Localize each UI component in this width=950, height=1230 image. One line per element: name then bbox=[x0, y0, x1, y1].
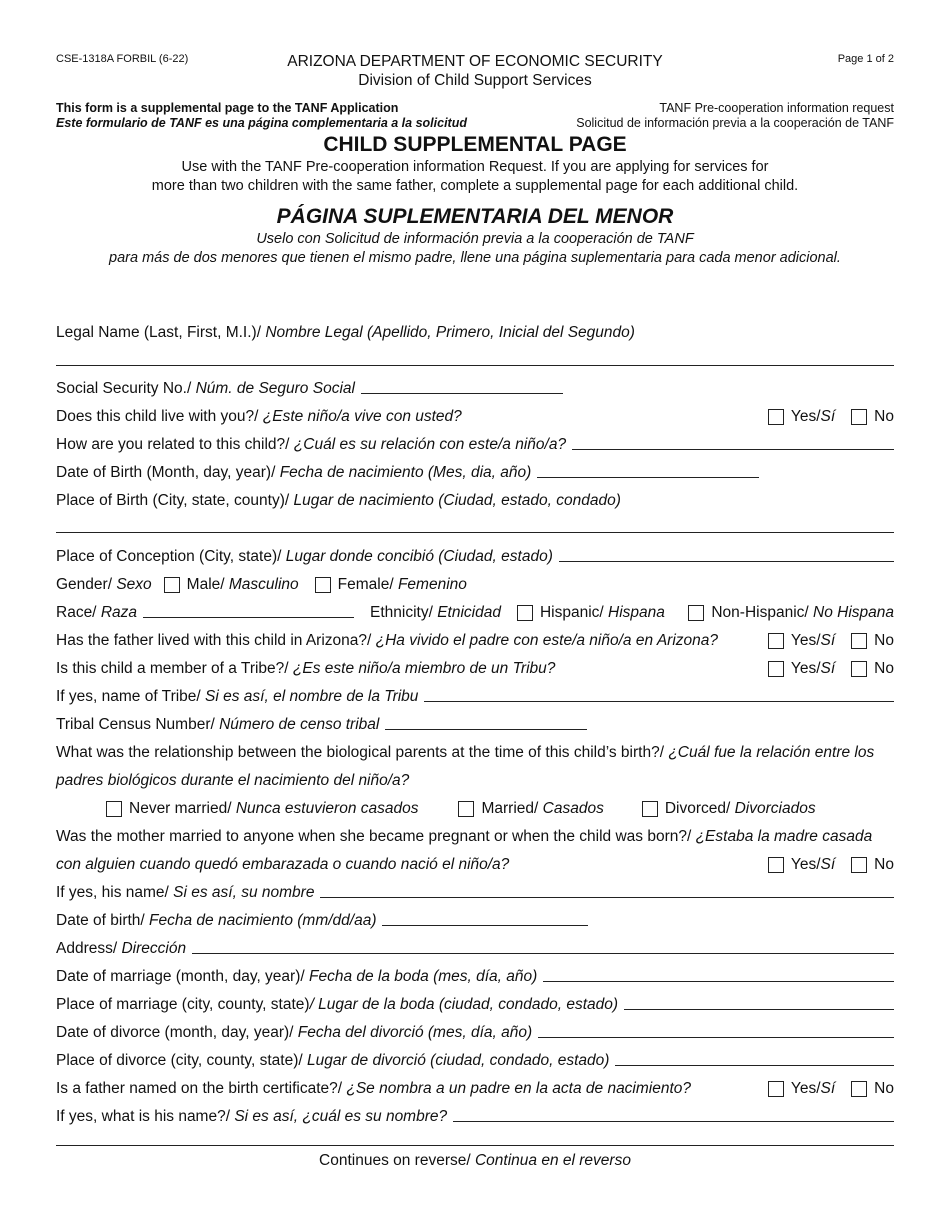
father-cert-name-field[interactable] bbox=[453, 1121, 894, 1122]
divorce-date-field[interactable] bbox=[538, 1037, 894, 1038]
relationship-options-row: Never married/ Nunca estuvieron casados Married/ Casados Divorced/ Divorciados bbox=[106, 796, 894, 818]
relationship-question-line1: What was the relationship between the biological parents at the time of this child’s birth?/ ¿Cuál fue la relación entre los bbox=[56, 744, 875, 761]
conception-row: Place of Conception (City, state)/ Lugar donde concibió (Ciudad, estado) bbox=[56, 544, 894, 566]
instructions-es-1: Uselo con Solicitud de información previa a la cooperación de TANF bbox=[256, 231, 694, 247]
divorce-date-row: Date of divorce (month, day, year)/ Fecha del divorció (mes, día, año) bbox=[56, 1020, 894, 1042]
division-name: Division of Child Support Services bbox=[358, 72, 592, 89]
tribal-census-field[interactable] bbox=[385, 729, 587, 730]
father-on-cert-yes-checkbox[interactable] bbox=[768, 1081, 784, 1097]
agency-name: ARIZONA DEPARTMENT OF ECONOMIC SECURITY bbox=[287, 53, 663, 70]
footer-divider bbox=[56, 1145, 894, 1146]
mother-married-no-checkbox[interactable] bbox=[851, 857, 867, 873]
conception-field[interactable] bbox=[559, 561, 894, 562]
page-title-es: PÁGINA SUPLEMENTARIA DEL MENOR bbox=[276, 205, 674, 228]
gender-row: Gender/ Sexo Male/ Masculino Female/ Femenino bbox=[56, 576, 467, 593]
mother-married-yes-checkbox[interactable] bbox=[768, 857, 784, 873]
page-number: Page 1 of 2 bbox=[837, 53, 894, 65]
instructions-en-1: Use with the TANF Pre-cooperation information Request. If you are applying for services for bbox=[181, 159, 769, 175]
marriage-date-row: Date of marriage (month, day, year)/ Fecha de la boda (mes, día, año) bbox=[56, 964, 894, 986]
instructions-en-2: more than two children with the same father, complete a supplemental page for each additional child. bbox=[151, 178, 799, 194]
non-hispanic-checkbox[interactable] bbox=[688, 605, 704, 621]
relation-field[interactable] bbox=[572, 449, 894, 450]
form-id: CSE-1318A FORBIL (6-22) bbox=[56, 53, 189, 65]
father-lived-az-row: Has the father lived with this child in Arizona?/ ¿Ha vivido el padre con este/a niño/a en Arizona? Yes/ Sí No bbox=[56, 632, 894, 649]
marriage-place-field[interactable] bbox=[624, 1009, 894, 1010]
male-checkbox[interactable] bbox=[164, 577, 180, 593]
tribal-census-row: Tribal Census Number/ Número de censo tribal bbox=[56, 712, 894, 734]
pob-label: Place of Birth (City, state, county)/ Lugar de nacimiento (Ciudad, estado, condado) bbox=[56, 492, 621, 509]
his-name-row: If yes, his name/ Si es así, su nombre bbox=[56, 880, 894, 902]
father-cert-name-row: If yes, what is his name?/ Si es así, ¿cuál es su nombre? bbox=[56, 1104, 894, 1126]
father-lived-az-yes-checkbox[interactable] bbox=[768, 633, 784, 649]
legal-name-field[interactable] bbox=[56, 365, 894, 366]
father-on-cert-no-checkbox[interactable] bbox=[851, 1081, 867, 1097]
relation-row: How are you related to this child?/ ¿Cuál es su relación con este/a niño/a? bbox=[56, 432, 894, 454]
never-married-checkbox[interactable] bbox=[106, 801, 122, 817]
mother-married-line1: Was the mother married to anyone when she became pregnant or when the child was born?/ ¿Estaba la madre casada bbox=[56, 828, 873, 845]
dob-field[interactable] bbox=[537, 477, 759, 478]
divorce-place-field[interactable] bbox=[615, 1065, 894, 1066]
relationship-question-line2: padres biológicos durante el nacimiento del niño/a? bbox=[56, 772, 410, 789]
father-lived-az-no-checkbox[interactable] bbox=[851, 633, 867, 649]
request-label-es: Solicitud de información previa a la cooperación de TANF bbox=[576, 116, 894, 130]
legal-name-label: Legal Name (Last, First, M.I.)/ Nombre Legal (Apellido, Primero, Inicial del Segundo) bbox=[56, 324, 635, 341]
father-on-cert-row: Is a father named on the birth certificate?/ ¿Se nombra a un padre en la acta de nacimiento? Yes/ Sí No bbox=[56, 1080, 894, 1097]
race-field[interactable] bbox=[143, 617, 354, 618]
supplemental-note-es: Este formulario de TANF es una página complementaria a la solicitud bbox=[56, 116, 467, 130]
dob-row: Date of Birth (Month, day, year)/ Fecha de nacimiento (Mes, dia, año) bbox=[56, 460, 894, 482]
instructions-es-2: para más de dos menores que tienen el mismo padre, llene una página suplementaria para cada menor adicional. bbox=[109, 250, 841, 266]
marriage-place-row: Place of marriage (city, county, state) / Lugar de la boda (ciudad, condado, estado) bbox=[56, 992, 894, 1014]
address-field[interactable] bbox=[192, 953, 894, 954]
his-dob-row: Date of birth/ Fecha de nacimiento (mm/dd/aa) bbox=[56, 908, 894, 930]
marriage-date-field[interactable] bbox=[543, 981, 894, 982]
his-name-field[interactable] bbox=[320, 897, 894, 898]
race-ethnicity-row: Race/ Raza Ethnicity/ Etnicidad Hispanic/ Hispana Non-Hispanic/ No Hispana bbox=[56, 604, 894, 621]
his-dob-field[interactable] bbox=[382, 925, 588, 926]
ssn-row: Social Security No./ Núm. de Seguro Social bbox=[56, 376, 894, 398]
hispanic-checkbox[interactable] bbox=[517, 605, 533, 621]
lives-with-no-checkbox[interactable] bbox=[851, 409, 867, 425]
tribe-member-yes-checkbox[interactable] bbox=[768, 661, 784, 677]
page-title-en: CHILD SUPPLEMENTAL PAGE bbox=[323, 133, 627, 156]
married-checkbox[interactable] bbox=[458, 801, 474, 817]
pob-field[interactable] bbox=[56, 532, 894, 533]
mother-married-line2: con alguien cuando quedó embarazada o cuando nació el niño/a? Yes/ Sí No bbox=[56, 856, 894, 873]
request-label-en: TANF Pre-cooperation information request bbox=[659, 101, 894, 115]
tribe-name-row: If yes, name of Tribe/ Si es así, el nombre de la Tribu bbox=[56, 684, 894, 706]
lives-with-row: Does this child live with you?/ ¿Este niño/a vive con usted? Yes/ Sí No bbox=[56, 408, 894, 425]
ssn-field[interactable] bbox=[361, 393, 563, 394]
lives-with-yes-checkbox[interactable] bbox=[768, 409, 784, 425]
tribe-member-row: Is this child a member of a Tribe?/ ¿Es este niño/a miembro de un Tribu? Yes/ Sí No bbox=[56, 660, 894, 677]
supplemental-note-en: This form is a supplemental page to the TANF Application bbox=[56, 101, 399, 115]
female-checkbox[interactable] bbox=[315, 577, 331, 593]
tribe-name-field[interactable] bbox=[424, 701, 894, 702]
divorce-place-row: Place of divorce (city, county, state)/ Lugar de divorció (ciudad, condado, estado) bbox=[56, 1048, 894, 1070]
address-row: Address/ Dirección bbox=[56, 936, 894, 958]
divorced-checkbox[interactable] bbox=[642, 801, 658, 817]
tribe-member-no-checkbox[interactable] bbox=[851, 661, 867, 677]
footer-continues: Continues on reverse/ Continua en el reverso bbox=[319, 1152, 631, 1169]
